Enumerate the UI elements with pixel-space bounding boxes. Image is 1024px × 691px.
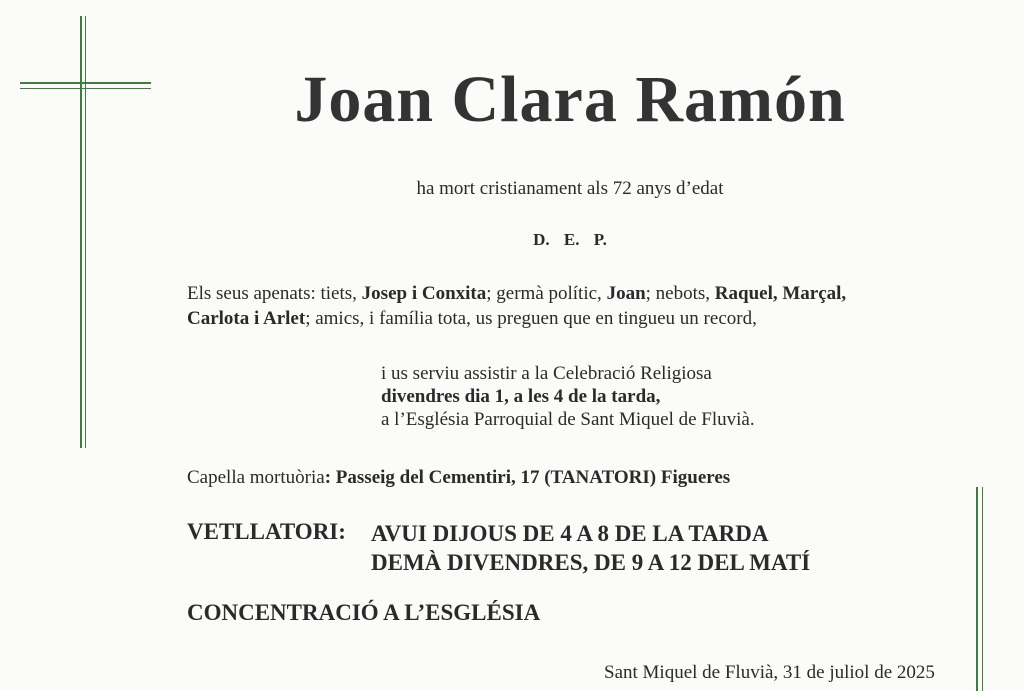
relatives-intro: Els seus apenats: tiets, xyxy=(187,283,362,304)
vetllatori-time-1: AVUI DIJOUS DE 4 A 8 DE LA TARDA xyxy=(371,521,769,546)
ceremony-line-3: a l’Església Parroquial de Sant Miquel de Fluvià. xyxy=(381,409,755,430)
capella-label: Capella mortuòria xyxy=(187,467,325,488)
place-and-date: Sant Miquel de Fluvià, 31 de juliol de 2025 xyxy=(604,662,935,683)
vetllatori-times xyxy=(371,519,810,577)
border-line-right xyxy=(976,487,978,691)
relatives-sep2: ; nebots, xyxy=(645,283,715,304)
relatives-outro: ; amics, i família tota, us preguen que en tingueu un record, xyxy=(305,308,757,329)
ceremony-line-2: divendres dia 1, a les 4 de la tarda, xyxy=(381,386,661,407)
ceremony-block xyxy=(381,362,755,431)
relatives-nephews-b: Carlota i Arlet xyxy=(187,308,306,329)
subtitle: ha mort cristianament als 72 anys d’edat xyxy=(416,178,724,199)
relatives-paragraph xyxy=(187,281,947,331)
concentracio-notice: CONCENTRACIÓ A L’ESGLÉSIA xyxy=(187,600,541,625)
relatives-uncles: Josep i Conxita xyxy=(361,283,487,304)
capella-line xyxy=(187,467,730,489)
border-line-right-inner xyxy=(982,487,983,691)
deceased-name: Joan Clara Ramón xyxy=(294,63,846,136)
relatives-sep1: ; germà polític, xyxy=(486,283,607,304)
vetllatori-time-2: DEMÀ DIVENDRES, DE 9 A 12 DEL MATÍ xyxy=(371,550,811,575)
relatives-nephews-a: Raquel, Marçal, xyxy=(714,283,847,304)
relatives-brother-in-law: Joan xyxy=(606,283,646,304)
capella-place: : Passeig del Cementiri, 17 (TANATORI) Figueres xyxy=(324,467,731,488)
dep-abbreviation: D. E. P. xyxy=(533,230,607,249)
vetllatori-label: VETLLATORI: xyxy=(187,519,346,544)
ceremony-line-1: i us serviu assistir a la Celebració Religiosa xyxy=(381,363,712,384)
